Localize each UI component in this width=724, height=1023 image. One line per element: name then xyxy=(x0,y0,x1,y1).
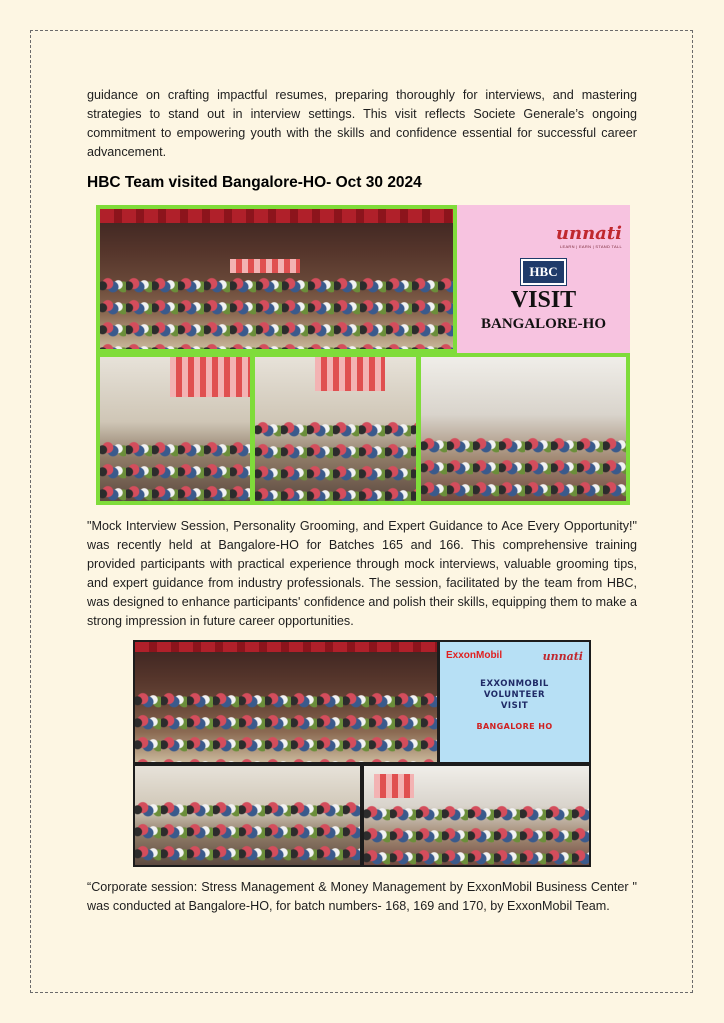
unnati-tagline: LEARN | EARN | STAND TALL xyxy=(559,244,622,249)
hbc-paragraph: "Mock Interview Session, Personality Grooming, and Expert Guidance to Ace Every Opportunity!" was recently held at Bangalore-HO for Batches 165 and 166. This comprehensive training provided participants with practical experience through mock interviews, valuable grooming tips, and expert guidance from industry professionals. The session, facilitated by the team from HBC, was designed to enhance participants' confidence and polish their skills, equipping them to make a strong impression in future career opportunities. xyxy=(87,519,637,628)
stage-curtain xyxy=(135,642,437,652)
hbc-visit-panel xyxy=(457,205,630,353)
audience-people xyxy=(364,805,589,865)
speaker-people xyxy=(100,441,250,501)
exxon-paragraph: “Corporate session: Stress Management & Money Management by ExxonMobil Business Center " was conducted at Bangalore-HO, for batch numbers- 168, 169 and 170, by ExxonMobil Team. xyxy=(87,880,637,913)
section-heading: HBC Team visited Bangalore-HO- Oct 30 2024 xyxy=(87,174,422,191)
hbc-badge: HBC xyxy=(521,259,565,285)
location-label: BANGALORE-HO xyxy=(480,316,606,332)
stage-banner xyxy=(230,259,300,273)
exxon-collage xyxy=(133,640,591,867)
unnati-logo: unnati xyxy=(555,223,622,244)
group-crowd xyxy=(135,692,437,762)
group-crowd xyxy=(100,277,453,349)
exxonmobil-logo: ExxonMobil xyxy=(446,650,503,661)
exxon-group-photo xyxy=(135,642,437,762)
exxon-visit-panel xyxy=(440,642,589,762)
visit-label: VISIT xyxy=(510,287,577,313)
hall-banner xyxy=(170,357,250,397)
group-photo-stage xyxy=(100,209,453,349)
audience-people xyxy=(421,437,626,501)
stage-curtain xyxy=(100,209,453,223)
audience-photo xyxy=(421,357,626,501)
exxon-title-line-1: EXXONMOBIL xyxy=(480,679,549,689)
exxon-audience-photo xyxy=(364,766,589,865)
exxon-location: BANGALORE HO xyxy=(476,722,553,731)
classroom-people xyxy=(135,801,360,865)
exxon-title-line-2: VOLUNTEER xyxy=(483,690,546,700)
speaker-photo xyxy=(100,357,250,501)
unnati-logo: unnati xyxy=(542,650,583,663)
exxon-title-line-3: VISIT xyxy=(500,701,529,711)
intro-paragraph: guidance on crafting impactful resumes, preparing thoroughly for interviews, and mastering strategies to stand out in interview settings. This visit reflects Societe Generale’s ongoing commitment to empowering youth with the skills and confidence essential for successful career advancement. xyxy=(87,88,637,159)
circle-participants xyxy=(255,421,416,501)
hall-banner xyxy=(315,357,385,391)
discussion-circle-photo xyxy=(255,357,416,501)
exxon-classroom-photo xyxy=(135,766,360,865)
hbc-collage xyxy=(96,205,630,505)
hall-banner xyxy=(374,774,414,798)
